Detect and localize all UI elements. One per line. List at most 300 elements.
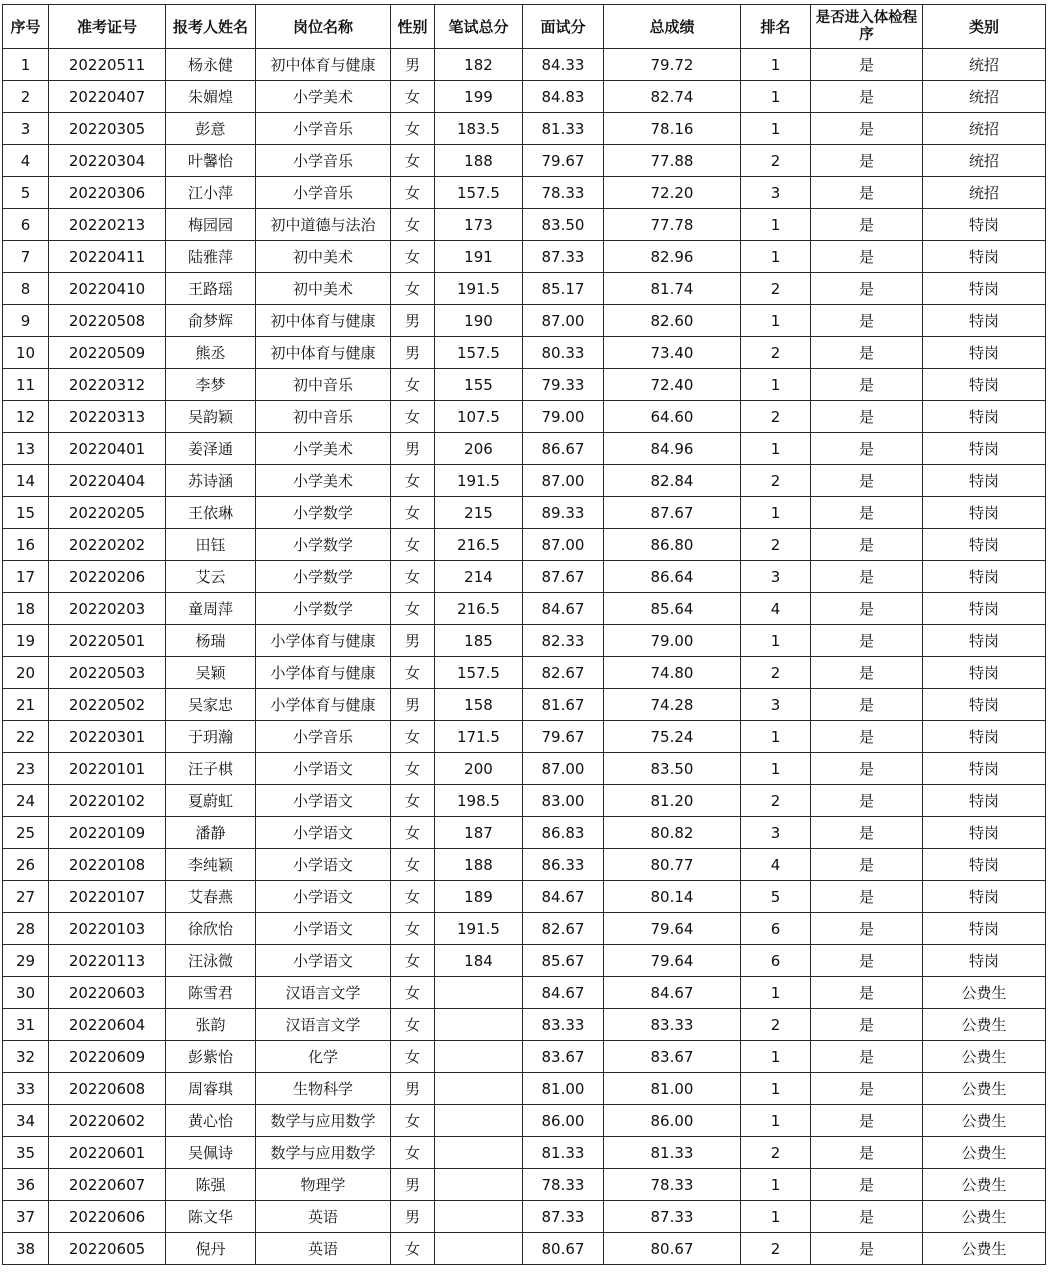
cell-col-physical-exam: 是 [811,881,923,913]
cell-col-seq: 2 [3,81,49,113]
cell-col-total-score: 79.64 [604,913,741,945]
cell-col-rank: 1 [741,753,811,785]
cell-col-name: 倪丹 [166,1233,256,1265]
cell-col-physical-exam: 是 [811,593,923,625]
cell-col-physical-exam: 是 [811,1009,923,1041]
cell-col-rank: 5 [741,881,811,913]
cell-col-written-score: 188 [435,145,523,177]
cell-col-interview-score: 81.33 [523,1137,604,1169]
header-col-written-score: 笔试总分 [435,5,523,49]
cell-col-written-score [435,1073,523,1105]
cell-col-exam-id: 20220102 [49,785,166,817]
cell-col-seq: 14 [3,465,49,497]
cell-col-total-score: 82.84 [604,465,741,497]
cell-col-seq: 11 [3,369,49,401]
cell-col-seq: 9 [3,305,49,337]
cell-col-name: 朱媚煌 [166,81,256,113]
cell-col-written-score: 191 [435,241,523,273]
cell-col-category: 公费生 [923,1105,1046,1137]
cell-col-position: 小学语文 [256,849,391,881]
cell-col-total-score: 77.78 [604,209,741,241]
cell-col-total-score: 74.28 [604,689,741,721]
cell-col-gender: 女 [391,113,435,145]
cell-col-physical-exam: 是 [811,1137,923,1169]
table-row [3,625,1046,657]
cell-col-physical-exam: 是 [811,49,923,81]
cell-col-position: 小学美术 [256,433,391,465]
cell-col-gender: 女 [391,657,435,689]
cell-col-physical-exam: 是 [811,657,923,689]
cell-col-category: 特岗 [923,785,1046,817]
cell-col-gender: 女 [391,465,435,497]
cell-col-category: 特岗 [923,945,1046,977]
cell-col-gender: 女 [391,1233,435,1265]
cell-col-seq: 7 [3,241,49,273]
cell-col-exam-id: 20220509 [49,337,166,369]
header-col-total-score: 总成绩 [604,5,741,49]
cell-col-interview-score: 85.67 [523,945,604,977]
cell-col-seq: 3 [3,113,49,145]
cell-col-gender: 女 [391,913,435,945]
cell-col-total-score: 85.64 [604,593,741,625]
cell-col-exam-id: 20220202 [49,529,166,561]
cell-col-position: 小学体育与健康 [256,625,391,657]
cell-col-interview-score: 84.67 [523,977,604,1009]
cell-col-physical-exam: 是 [811,369,923,401]
cell-col-seq: 5 [3,177,49,209]
cell-col-written-score: 200 [435,753,523,785]
cell-col-total-score: 81.33 [604,1137,741,1169]
cell-col-physical-exam: 是 [811,945,923,977]
cell-col-gender: 女 [391,817,435,849]
cell-col-interview-score: 86.33 [523,849,604,881]
cell-col-category: 特岗 [923,369,1046,401]
cell-col-name: 李纯颖 [166,849,256,881]
cell-col-total-score: 73.40 [604,337,741,369]
cell-col-interview-score: 84.67 [523,593,604,625]
cell-col-gender: 女 [391,1009,435,1041]
cell-col-position: 小学语文 [256,881,391,913]
cell-col-total-score: 77.88 [604,145,741,177]
cell-col-category: 特岗 [923,209,1046,241]
cell-col-seq: 15 [3,497,49,529]
cell-col-category: 统招 [923,113,1046,145]
cell-col-exam-id: 20220107 [49,881,166,913]
cell-col-name: 陈文华 [166,1201,256,1233]
header-col-seq: 序号 [3,5,49,49]
cell-col-gender: 女 [391,1137,435,1169]
cell-col-exam-id: 20220213 [49,209,166,241]
cell-col-rank: 1 [741,497,811,529]
cell-col-position: 初中美术 [256,241,391,273]
cell-col-total-score: 83.50 [604,753,741,785]
cell-col-position: 初中音乐 [256,369,391,401]
cell-col-rank: 1 [741,369,811,401]
cell-col-position: 数学与应用数学 [256,1105,391,1137]
cell-col-seq: 17 [3,561,49,593]
cell-col-exam-id: 20220503 [49,657,166,689]
cell-col-physical-exam: 是 [811,561,923,593]
cell-col-position: 物理学 [256,1169,391,1201]
cell-col-total-score: 80.82 [604,817,741,849]
cell-col-seq: 36 [3,1169,49,1201]
cell-col-gender: 男 [391,1073,435,1105]
cell-col-total-score: 82.60 [604,305,741,337]
cell-col-physical-exam: 是 [811,433,923,465]
cell-col-total-score: 64.60 [604,401,741,433]
table-row [3,113,1046,145]
cell-col-seq: 16 [3,529,49,561]
cell-col-exam-id: 20220206 [49,561,166,593]
cell-col-category: 公费生 [923,1041,1046,1073]
cell-col-exam-id: 20220602 [49,1105,166,1137]
cell-col-category: 公费生 [923,977,1046,1009]
cell-col-category: 特岗 [923,689,1046,721]
cell-col-position: 初中道德与法治 [256,209,391,241]
cell-col-total-score: 82.96 [604,241,741,273]
table-row [3,81,1046,113]
cell-col-written-score: 214 [435,561,523,593]
cell-col-position: 小学体育与健康 [256,689,391,721]
cell-col-position: 小学语文 [256,817,391,849]
cell-col-exam-id: 20220601 [49,1137,166,1169]
cell-col-physical-exam: 是 [811,849,923,881]
cell-col-category: 特岗 [923,497,1046,529]
cell-col-gender: 女 [391,785,435,817]
header-col-category: 类别 [923,5,1046,49]
cell-col-gender: 女 [391,977,435,1009]
cell-col-interview-score: 87.00 [523,305,604,337]
cell-col-exam-id: 20220603 [49,977,166,1009]
cell-col-rank: 1 [741,721,811,753]
table-row [3,1009,1046,1041]
cell-col-rank: 2 [741,529,811,561]
table-row [3,1073,1046,1105]
cell-col-name: 苏诗涵 [166,465,256,497]
table-row [3,241,1046,273]
cell-col-seq: 19 [3,625,49,657]
cell-col-name: 江小萍 [166,177,256,209]
cell-col-rank: 2 [741,1137,811,1169]
table-row [3,561,1046,593]
cell-col-interview-score: 80.67 [523,1233,604,1265]
cell-col-total-score: 80.14 [604,881,741,913]
cell-col-interview-score: 82.67 [523,913,604,945]
cell-col-interview-score: 83.33 [523,1009,604,1041]
cell-col-rank: 1 [741,1073,811,1105]
cell-col-physical-exam: 是 [811,113,923,145]
cell-col-gender: 女 [391,881,435,913]
cell-col-exam-id: 20220313 [49,401,166,433]
cell-col-seq: 32 [3,1041,49,1073]
cell-col-physical-exam: 是 [811,401,923,433]
cell-col-name: 杨瑞 [166,625,256,657]
cell-col-physical-exam: 是 [811,1233,923,1265]
header-col-interview-score: 面试分 [523,5,604,49]
cell-col-category: 特岗 [923,625,1046,657]
cell-col-rank: 4 [741,849,811,881]
cell-col-written-score: 158 [435,689,523,721]
table-row [3,337,1046,369]
table-row [3,401,1046,433]
cell-col-rank: 2 [741,145,811,177]
cell-col-interview-score: 79.00 [523,401,604,433]
cell-col-total-score: 84.67 [604,977,741,1009]
cell-col-position: 小学数学 [256,497,391,529]
cell-col-category: 公费生 [923,1201,1046,1233]
cell-col-gender: 女 [391,1105,435,1137]
cell-col-seq: 8 [3,273,49,305]
cell-col-written-score [435,1201,523,1233]
cell-col-physical-exam: 是 [811,337,923,369]
results-table [2,4,1046,1265]
cell-col-total-score: 87.33 [604,1201,741,1233]
cell-col-total-score: 87.67 [604,497,741,529]
cell-col-exam-id: 20220205 [49,497,166,529]
cell-col-name: 杨永健 [166,49,256,81]
cell-col-category: 统招 [923,145,1046,177]
table-row [3,529,1046,561]
cell-col-physical-exam: 是 [811,625,923,657]
cell-col-gender: 女 [391,561,435,593]
cell-col-gender: 女 [391,369,435,401]
cell-col-rank: 2 [741,1233,811,1265]
cell-col-physical-exam: 是 [811,465,923,497]
cell-col-interview-score: 84.67 [523,881,604,913]
cell-col-written-score: 182 [435,49,523,81]
header-col-gender: 性别 [391,5,435,49]
cell-col-rank: 1 [741,113,811,145]
cell-col-gender: 男 [391,305,435,337]
cell-col-total-score: 72.20 [604,177,741,209]
cell-col-category: 公费生 [923,1169,1046,1201]
cell-col-category: 特岗 [923,529,1046,561]
cell-col-physical-exam: 是 [811,1041,923,1073]
cell-col-category: 特岗 [923,657,1046,689]
table-row [3,305,1046,337]
cell-col-written-score: 191.5 [435,465,523,497]
cell-col-position: 小学语文 [256,945,391,977]
cell-col-position: 小学语文 [256,913,391,945]
cell-col-gender: 男 [391,433,435,465]
cell-col-seq: 25 [3,817,49,849]
cell-col-rank: 1 [741,1169,811,1201]
cell-col-written-score: 187 [435,817,523,849]
cell-col-written-score: 198.5 [435,785,523,817]
cell-col-category: 特岗 [923,849,1046,881]
cell-col-exam-id: 20220203 [49,593,166,625]
cell-col-seq: 18 [3,593,49,625]
cell-col-total-score: 81.00 [604,1073,741,1105]
cell-col-written-score: 184 [435,945,523,977]
cell-col-position: 生物科学 [256,1073,391,1105]
cell-col-gender: 女 [391,849,435,881]
cell-col-rank: 3 [741,817,811,849]
cell-col-rank: 1 [741,977,811,1009]
table-row [3,1169,1046,1201]
cell-col-total-score: 86.80 [604,529,741,561]
cell-col-written-score [435,1009,523,1041]
cell-col-rank: 6 [741,945,811,977]
cell-col-exam-id: 20220511 [49,49,166,81]
cell-col-name: 梅园园 [166,209,256,241]
cell-col-total-score: 79.00 [604,625,741,657]
cell-col-rank: 1 [741,49,811,81]
cell-col-total-score: 75.24 [604,721,741,753]
cell-col-rank: 1 [741,433,811,465]
cell-col-name: 熊丞 [166,337,256,369]
cell-col-written-score: 171.5 [435,721,523,753]
cell-col-gender: 女 [391,177,435,209]
cell-col-written-score: 183.5 [435,113,523,145]
cell-col-total-score: 80.67 [604,1233,741,1265]
cell-col-gender: 男 [391,337,435,369]
cell-col-exam-id: 20220604 [49,1009,166,1041]
cell-col-name: 艾春燕 [166,881,256,913]
table-row [3,785,1046,817]
cell-col-physical-exam: 是 [811,273,923,305]
cell-col-exam-id: 20220109 [49,817,166,849]
cell-col-seq: 37 [3,1201,49,1233]
cell-col-written-score [435,1233,523,1265]
table-row [3,689,1046,721]
cell-col-written-score: 206 [435,433,523,465]
cell-col-rank: 3 [741,177,811,209]
cell-col-seq: 35 [3,1137,49,1169]
cell-col-position: 小学数学 [256,561,391,593]
cell-col-name: 汪泳微 [166,945,256,977]
cell-col-exam-id: 20220605 [49,1233,166,1265]
cell-col-rank: 2 [741,337,811,369]
cell-col-category: 公费生 [923,1137,1046,1169]
cell-col-category: 特岗 [923,337,1046,369]
cell-col-category: 特岗 [923,593,1046,625]
cell-col-name: 童周萍 [166,593,256,625]
cell-col-interview-score: 86.83 [523,817,604,849]
cell-col-written-score: 190 [435,305,523,337]
cell-col-name: 陆雅萍 [166,241,256,273]
cell-col-gender: 女 [391,753,435,785]
cell-col-exam-id: 20220113 [49,945,166,977]
cell-col-category: 特岗 [923,273,1046,305]
cell-col-name: 张韵 [166,1009,256,1041]
cell-col-category: 特岗 [923,913,1046,945]
table-row [3,177,1046,209]
cell-col-category: 特岗 [923,561,1046,593]
cell-col-seq: 20 [3,657,49,689]
table-row [3,1233,1046,1265]
cell-col-gender: 女 [391,401,435,433]
cell-col-total-score: 79.72 [604,49,741,81]
table-row [3,977,1046,1009]
cell-col-total-score: 82.74 [604,81,741,113]
cell-col-physical-exam: 是 [811,497,923,529]
cell-col-gender: 女 [391,1041,435,1073]
cell-col-total-score: 74.80 [604,657,741,689]
table-row [3,1041,1046,1073]
cell-col-physical-exam: 是 [811,529,923,561]
cell-col-rank: 1 [741,1041,811,1073]
cell-col-interview-score: 81.00 [523,1073,604,1105]
table-row [3,145,1046,177]
cell-col-interview-score: 79.67 [523,145,604,177]
table-row [3,369,1046,401]
cell-col-gender: 女 [391,145,435,177]
cell-col-interview-score: 81.67 [523,689,604,721]
cell-col-written-score [435,1137,523,1169]
cell-col-interview-score: 83.50 [523,209,604,241]
table-header [3,5,1046,49]
cell-col-exam-id: 20220305 [49,113,166,145]
cell-col-name: 王依琳 [166,497,256,529]
cell-col-exam-id: 20220103 [49,913,166,945]
cell-col-interview-score: 86.00 [523,1105,604,1137]
cell-col-seq: 6 [3,209,49,241]
cell-col-exam-id: 20220404 [49,465,166,497]
cell-col-name: 俞梦辉 [166,305,256,337]
table-row [3,497,1046,529]
cell-col-total-score: 81.74 [604,273,741,305]
cell-col-exam-id: 20220608 [49,1073,166,1105]
cell-col-exam-id: 20220306 [49,177,166,209]
header-col-physical-exam: 是否进入体检程序 [811,5,923,49]
cell-col-interview-score: 87.00 [523,529,604,561]
cell-col-physical-exam: 是 [811,145,923,177]
cell-col-written-score: 157.5 [435,337,523,369]
cell-col-rank: 2 [741,1009,811,1041]
cell-col-total-score: 81.20 [604,785,741,817]
cell-col-name: 夏蔚虹 [166,785,256,817]
table-row [3,753,1046,785]
cell-col-category: 特岗 [923,465,1046,497]
cell-col-gender: 男 [391,625,435,657]
header-row [3,5,1046,49]
cell-col-seq: 4 [3,145,49,177]
table-row [3,465,1046,497]
cell-col-physical-exam: 是 [811,177,923,209]
cell-col-exam-id: 20220508 [49,305,166,337]
cell-col-category: 特岗 [923,753,1046,785]
cell-col-position: 小学音乐 [256,113,391,145]
cell-col-gender: 女 [391,273,435,305]
cell-col-rank: 2 [741,657,811,689]
cell-col-physical-exam: 是 [811,977,923,1009]
cell-col-category: 统招 [923,177,1046,209]
table-row [3,657,1046,689]
header-col-exam-id: 准考证号 [49,5,166,49]
cell-col-rank: 1 [741,305,811,337]
cell-col-interview-score: 89.33 [523,497,604,529]
cell-col-rank: 1 [741,1201,811,1233]
cell-col-category: 特岗 [923,881,1046,913]
cell-col-exam-id: 20220606 [49,1201,166,1233]
cell-col-physical-exam: 是 [811,1169,923,1201]
cell-col-written-score: 185 [435,625,523,657]
cell-col-seq: 34 [3,1105,49,1137]
cell-col-gender: 女 [391,209,435,241]
cell-col-name: 吴家忠 [166,689,256,721]
cell-col-interview-score: 82.67 [523,657,604,689]
cell-col-written-score: 199 [435,81,523,113]
cell-col-interview-score: 84.83 [523,81,604,113]
cell-col-name: 吴韵颖 [166,401,256,433]
cell-col-written-score: 107.5 [435,401,523,433]
table-row [3,913,1046,945]
cell-col-position: 小学语文 [256,785,391,817]
cell-col-name: 陈雪君 [166,977,256,1009]
cell-col-seq: 38 [3,1233,49,1265]
cell-col-interview-score: 78.33 [523,1169,604,1201]
